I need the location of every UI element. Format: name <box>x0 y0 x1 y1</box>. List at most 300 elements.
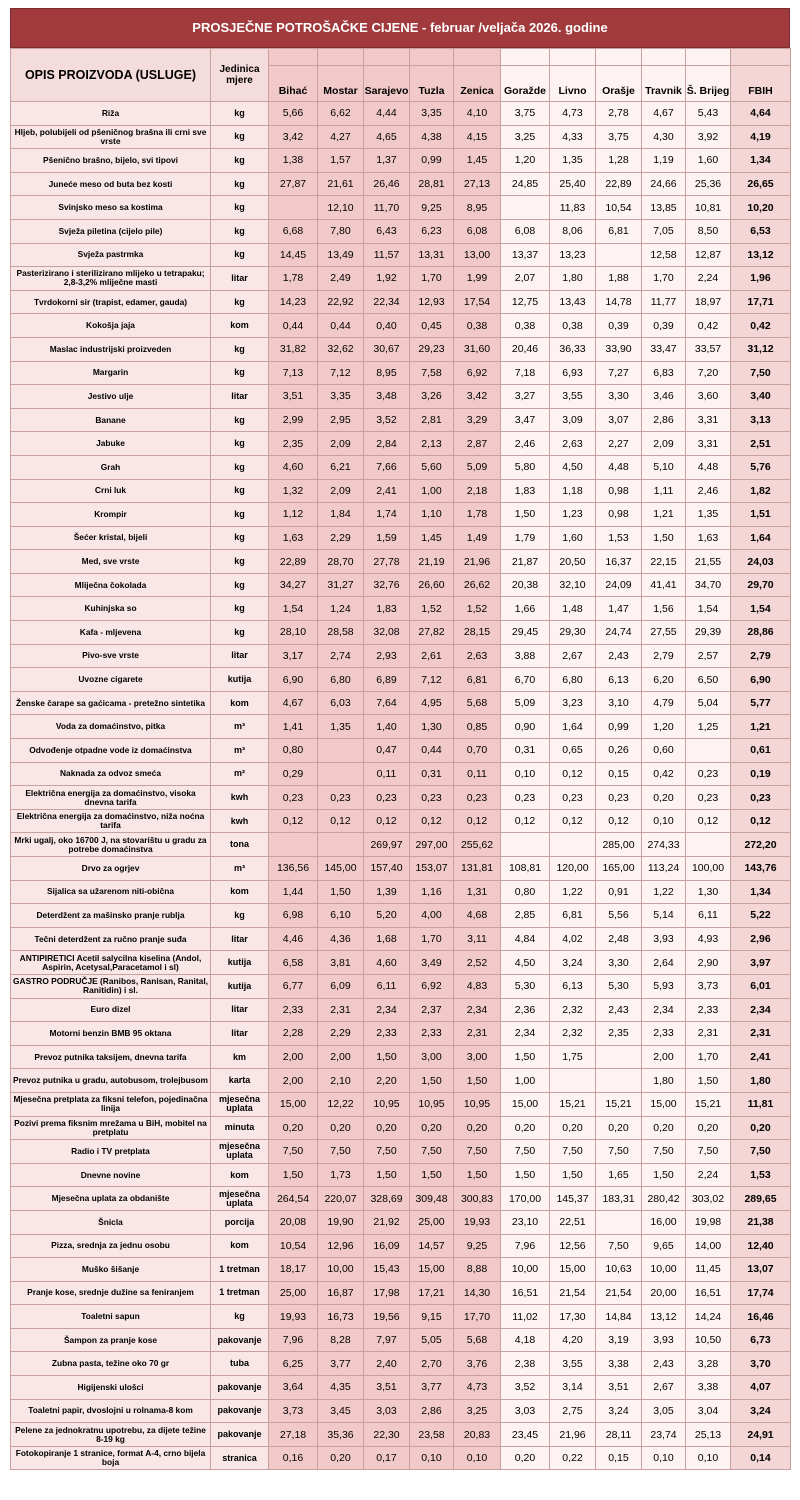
product-name: Grah <box>11 455 211 479</box>
price-cell: 23,45 <box>501 1423 550 1447</box>
product-unit: kg <box>211 526 269 550</box>
price-cell: 1,66 <box>501 597 550 621</box>
price-cell: 1,78 <box>454 503 501 527</box>
price-cell: 4,83 <box>454 974 501 998</box>
price-cell: 2,00 <box>269 1069 318 1093</box>
price-cell: 4,65 <box>364 125 410 149</box>
product-unit: karta <box>211 1069 269 1093</box>
price-cell: 1,63 <box>686 526 731 550</box>
product-name: Uvozne cigarete <box>11 668 211 692</box>
table-row <box>11 243 791 267</box>
product-unit: kwh <box>211 809 269 833</box>
price-cell: 33,90 <box>596 337 642 361</box>
price-cell: 0,42 <box>686 314 731 338</box>
price-cell: 11,02 <box>501 1305 550 1329</box>
price-cell: 4,73 <box>550 102 596 126</box>
price-cell: 6,58 <box>269 951 318 975</box>
price-cell: 3,51 <box>269 385 318 409</box>
product-name: Pranje kose, srednje dužine sa feniranjem <box>11 1281 211 1305</box>
product-unit: litar <box>211 385 269 409</box>
price-cell: 0,20 <box>642 1116 686 1140</box>
price-cell: 1,25 <box>686 715 731 739</box>
price-cell: 1,52 <box>410 597 454 621</box>
price-cell: 1,70 <box>410 267 454 291</box>
product-name: Električna energija za domaćinstvo, visoka dnevna tarifa <box>11 786 211 810</box>
price-cell: 15,00 <box>269 1092 318 1116</box>
price-cell: 4,15 <box>454 125 501 149</box>
price-cell: 7,05 <box>642 219 686 243</box>
fbih-price-cell: 1,82 <box>731 479 791 503</box>
price-cell: 1,79 <box>501 526 550 550</box>
price-cell: 22,89 <box>596 172 642 196</box>
price-cell: 3,93 <box>642 1328 686 1352</box>
table-row <box>11 361 791 385</box>
price-cell: 1,21 <box>642 503 686 527</box>
price-cell: 7,18 <box>501 361 550 385</box>
table-row <box>11 1069 791 1093</box>
product-unit: kg <box>211 503 269 527</box>
product-name: Mjesečna uplata za obdanište <box>11 1187 211 1211</box>
price-cell: 19,90 <box>318 1210 364 1234</box>
price-cell: 27,55 <box>642 621 686 645</box>
header-city: Sarajevo <box>364 66 410 102</box>
product-name: Dnevne novine <box>11 1163 211 1187</box>
price-cell: 36,33 <box>550 337 596 361</box>
price-cell: 15,21 <box>686 1092 731 1116</box>
price-cell: 5,09 <box>454 455 501 479</box>
price-cell: 7,50 <box>596 1140 642 1164</box>
price-cell: 6,68 <box>269 219 318 243</box>
price-cell: 1,47 <box>596 597 642 621</box>
price-cell: 0,10 <box>454 1446 501 1470</box>
price-cell: 10,00 <box>501 1258 550 1282</box>
price-cell: 1,54 <box>269 597 318 621</box>
price-cell: 20,08 <box>269 1210 318 1234</box>
price-cell: 25,36 <box>686 172 731 196</box>
price-cell: 6,11 <box>364 974 410 998</box>
table-row <box>11 1446 791 1470</box>
price-cell: 13,00 <box>454 243 501 267</box>
price-cell: 4,50 <box>501 951 550 975</box>
price-cell: 10,54 <box>596 196 642 220</box>
price-cell: 27,78 <box>364 550 410 574</box>
price-cell: 7,50 <box>318 1140 364 1164</box>
fbih-price-cell: 6,73 <box>731 1328 791 1352</box>
price-cell: 28,10 <box>269 621 318 645</box>
price-cell: 16,51 <box>686 1281 731 1305</box>
product-unit: 1 tretman <box>211 1281 269 1305</box>
price-cell: 3,25 <box>454 1399 501 1423</box>
price-cell: 4,44 <box>364 102 410 126</box>
price-table <box>10 48 791 1470</box>
price-cell: 17,21 <box>410 1281 454 1305</box>
price-cell: 7,64 <box>364 691 410 715</box>
price-cell: 27,18 <box>269 1423 318 1447</box>
price-cell: 3,47 <box>501 408 550 432</box>
product-unit: mjesečna uplata <box>211 1140 269 1164</box>
price-cell: 3,35 <box>410 102 454 126</box>
price-cell: 2,37 <box>410 998 454 1022</box>
price-cell: 28,15 <box>454 621 501 645</box>
table-row <box>11 455 791 479</box>
price-cell: 3,10 <box>596 691 642 715</box>
price-cell: 31,82 <box>269 337 318 361</box>
price-cell: 3,42 <box>269 125 318 149</box>
price-cell: 3,04 <box>686 1399 731 1423</box>
price-cell: 0,12 <box>596 809 642 833</box>
price-cell: 32,08 <box>364 621 410 645</box>
price-cell: 113,24 <box>642 857 686 881</box>
price-cell: 27,13 <box>454 172 501 196</box>
price-cell: 3,19 <box>596 1328 642 1352</box>
price-cell: 6,20 <box>642 668 686 692</box>
price-cell: 131,81 <box>454 857 501 881</box>
price-cell: 0,23 <box>269 786 318 810</box>
table-row <box>11 125 791 149</box>
price-cell: 4,73 <box>454 1376 501 1400</box>
price-cell: 2,29 <box>318 526 364 550</box>
price-cell: 1,64 <box>550 715 596 739</box>
price-cell: 17,54 <box>454 290 501 314</box>
price-cell: 2,85 <box>501 904 550 928</box>
product-unit: kom <box>211 314 269 338</box>
price-cell: 9,65 <box>642 1234 686 1258</box>
price-cell: 1,80 <box>550 267 596 291</box>
price-cell: 21,96 <box>550 1423 596 1447</box>
price-cell: 3,25 <box>501 125 550 149</box>
price-cell: 0,38 <box>550 314 596 338</box>
price-cell: 1,50 <box>454 1069 501 1093</box>
price-cell: 6,21 <box>318 455 364 479</box>
product-name: Šnicla <box>11 1210 211 1234</box>
price-cell: 4,48 <box>596 455 642 479</box>
price-cell <box>596 1069 642 1093</box>
product-name: Fotokopiranje 1 stranice, format A-4, crno bijela boja <box>11 1446 211 1470</box>
price-cell: 6,08 <box>501 219 550 243</box>
price-cell: 5,56 <box>596 904 642 928</box>
table-row <box>11 1328 791 1352</box>
price-cell: 3,30 <box>596 385 642 409</box>
price-cell: 9,25 <box>454 1234 501 1258</box>
price-cell: 4,36 <box>318 927 364 951</box>
price-cell: 1,39 <box>364 880 410 904</box>
table-row <box>11 219 791 243</box>
price-cell: 19,93 <box>454 1210 501 1234</box>
price-cell: 2,34 <box>454 998 501 1022</box>
price-cell: 16,73 <box>318 1305 364 1329</box>
product-unit: pakovanje <box>211 1423 269 1447</box>
price-cell: 3,42 <box>454 385 501 409</box>
price-cell: 17,30 <box>550 1305 596 1329</box>
product-unit: kwh <box>211 786 269 810</box>
price-cell: 10,95 <box>410 1092 454 1116</box>
price-cell: 1,60 <box>686 149 731 173</box>
price-cell: 26,62 <box>454 573 501 597</box>
product-name: Juneće meso od buta bez kosti <box>11 172 211 196</box>
price-cell: 7,50 <box>501 1140 550 1164</box>
price-cell: 3,75 <box>501 102 550 126</box>
header-city: Zenica <box>454 66 501 102</box>
product-unit: kg <box>211 149 269 173</box>
fbih-price-cell: 0,42 <box>731 314 791 338</box>
header-city: Mostar <box>318 66 364 102</box>
price-cell: 0,20 <box>501 1116 550 1140</box>
table-row <box>11 691 791 715</box>
price-cell: 1,45 <box>410 526 454 550</box>
fbih-price-cell: 13,12 <box>731 243 791 267</box>
product-name: Zubna pasta, težine oko 70 gr <box>11 1352 211 1376</box>
table-row <box>11 550 791 574</box>
price-cell: 4,18 <box>501 1328 550 1352</box>
price-cell: 18,97 <box>686 290 731 314</box>
table-row <box>11 833 791 857</box>
price-cell: 13,43 <box>550 290 596 314</box>
price-cell: 7,20 <box>686 361 731 385</box>
product-unit: kg <box>211 479 269 503</box>
header-city: Tuzla <box>410 66 454 102</box>
fbih-price-cell: 1,51 <box>731 503 791 527</box>
price-cell: 12,93 <box>410 290 454 314</box>
fbih-price-cell: 10,20 <box>731 196 791 220</box>
price-cell: 1,40 <box>364 715 410 739</box>
price-cell: 6,89 <box>364 668 410 692</box>
table-row <box>11 1187 791 1211</box>
price-cell: 13,37 <box>501 243 550 267</box>
price-cell: 2,43 <box>642 1352 686 1376</box>
price-cell: 0,15 <box>596 1446 642 1470</box>
price-cell: 0,31 <box>501 739 550 763</box>
price-cell: 4,48 <box>686 455 731 479</box>
product-unit: kg <box>211 196 269 220</box>
price-cell: 0,22 <box>550 1446 596 1470</box>
price-cell: 2,13 <box>410 432 454 456</box>
table-row <box>11 974 791 998</box>
price-cell: 0,80 <box>269 739 318 763</box>
price-cell: 20,50 <box>550 550 596 574</box>
price-cell: 5,60 <box>410 455 454 479</box>
price-cell: 23,74 <box>642 1423 686 1447</box>
table-row <box>11 314 791 338</box>
fbih-price-cell: 13,07 <box>731 1258 791 1282</box>
price-cell: 2,43 <box>596 644 642 668</box>
product-name: Mrki ugalj, oko 16700 J, na stovarištu u gradu za potrebe domaćinstva <box>11 833 211 857</box>
price-cell: 269,97 <box>364 833 410 857</box>
price-cell: 14,78 <box>596 290 642 314</box>
product-unit: mjesečna uplata <box>211 1187 269 1211</box>
product-unit: kg <box>211 172 269 196</box>
price-cell: 2,09 <box>318 432 364 456</box>
price-cell: 21,55 <box>686 550 731 574</box>
price-cell: 16,87 <box>318 1281 364 1305</box>
price-cell: 34,70 <box>686 573 731 597</box>
price-cell: 0,23 <box>454 786 501 810</box>
price-cell: 21,61 <box>318 172 364 196</box>
price-cell: 2,43 <box>596 998 642 1022</box>
price-cell: 4,93 <box>686 927 731 951</box>
price-cell: 41,41 <box>642 573 686 597</box>
product-unit: kg <box>211 432 269 456</box>
price-cell: 2,00 <box>269 1045 318 1069</box>
price-cell: 3,51 <box>596 1376 642 1400</box>
price-cell: 0,23 <box>686 762 731 786</box>
price-cell <box>596 1210 642 1234</box>
table-row <box>11 1045 791 1069</box>
price-cell: 2,31 <box>318 998 364 1022</box>
price-cell: 1,37 <box>364 149 410 173</box>
table-row <box>11 102 791 126</box>
price-cell: 6,08 <box>454 219 501 243</box>
price-cell: 1,50 <box>269 1163 318 1187</box>
price-cell: 2,31 <box>454 1022 501 1046</box>
price-cell: 0,12 <box>364 809 410 833</box>
price-cell: 10,00 <box>642 1258 686 1282</box>
fbih-price-cell: 7,50 <box>731 1140 791 1164</box>
table-row <box>11 1234 791 1258</box>
price-cell: 3,93 <box>642 927 686 951</box>
price-cell: 7,97 <box>364 1328 410 1352</box>
price-cell: 4,67 <box>269 691 318 715</box>
fbih-price-cell: 2,41 <box>731 1045 791 1069</box>
header-city: Travnik <box>642 66 686 102</box>
price-cell: 2,34 <box>364 998 410 1022</box>
table-row <box>11 739 791 763</box>
fbih-price-cell: 5,22 <box>731 904 791 928</box>
price-cell: 2,57 <box>686 644 731 668</box>
price-cell: 6,43 <box>364 219 410 243</box>
price-cell: 13,49 <box>318 243 364 267</box>
price-cell: 33,47 <box>642 337 686 361</box>
product-name: Šećer kristal, bijeli <box>11 526 211 550</box>
price-cell: 3,48 <box>364 385 410 409</box>
fbih-price-cell: 3,24 <box>731 1399 791 1423</box>
price-cell: 8,95 <box>454 196 501 220</box>
price-cell: 3,75 <box>596 125 642 149</box>
price-cell: 13,85 <box>642 196 686 220</box>
price-cell: 21,19 <box>410 550 454 574</box>
price-cell: 1,10 <box>410 503 454 527</box>
fbih-price-cell: 26,65 <box>731 172 791 196</box>
price-cell <box>550 1069 596 1093</box>
price-cell: 3,51 <box>364 1376 410 1400</box>
header-city: Š. Brijeg <box>686 66 731 102</box>
table-row <box>11 267 791 291</box>
price-cell: 21,54 <box>550 1281 596 1305</box>
price-cell <box>269 196 318 220</box>
price-cell: 17,98 <box>364 1281 410 1305</box>
price-cell: 0,11 <box>454 762 501 786</box>
table-row <box>11 927 791 951</box>
price-cell: 6,80 <box>550 668 596 692</box>
price-cell: 6,92 <box>410 974 454 998</box>
table-row <box>11 1281 791 1305</box>
price-cell: 1,60 <box>550 526 596 550</box>
price-cell: 29,39 <box>686 621 731 645</box>
price-cell: 5,68 <box>454 1328 501 1352</box>
product-name: Šampon za pranje kose <box>11 1328 211 1352</box>
price-cell: 264,54 <box>269 1187 318 1211</box>
price-cell: 2,33 <box>410 1022 454 1046</box>
price-cell: 1,70 <box>642 267 686 291</box>
price-cell: 28,11 <box>596 1423 642 1447</box>
price-cell: 1,22 <box>642 880 686 904</box>
price-cell: 3,55 <box>550 385 596 409</box>
price-cell: 22,51 <box>550 1210 596 1234</box>
price-cell: 15,43 <box>364 1258 410 1282</box>
price-cell: 0,16 <box>269 1446 318 1470</box>
price-cell: 3,07 <box>596 408 642 432</box>
table-row <box>11 503 791 527</box>
price-cell: 4,84 <box>501 927 550 951</box>
table-row <box>11 715 791 739</box>
price-cell: 300,83 <box>454 1187 501 1211</box>
fbih-price-cell: 12,40 <box>731 1234 791 1258</box>
price-cell: 1,75 <box>550 1045 596 1069</box>
price-cell: 7,12 <box>410 668 454 692</box>
price-cell: 2,33 <box>269 998 318 1022</box>
price-cell: 5,14 <box>642 904 686 928</box>
product-unit: km <box>211 1045 269 1069</box>
price-cell: 0,42 <box>642 762 686 786</box>
product-unit: m³ <box>211 715 269 739</box>
price-cell: 3,73 <box>269 1399 318 1423</box>
price-cell: 3,38 <box>596 1352 642 1376</box>
price-cell: 10,50 <box>686 1328 731 1352</box>
table-row <box>11 1423 791 1447</box>
price-cell <box>269 833 318 857</box>
price-cell: 5,30 <box>596 974 642 998</box>
price-cell: 285,00 <box>596 833 642 857</box>
price-cell: 1,92 <box>364 267 410 291</box>
price-cell: 21,96 <box>454 550 501 574</box>
fbih-price-cell: 1,64 <box>731 526 791 550</box>
price-cell: 1,12 <box>269 503 318 527</box>
price-cell: 4,10 <box>454 102 501 126</box>
price-cell: 6,98 <box>269 904 318 928</box>
fbih-price-cell: 3,40 <box>731 385 791 409</box>
table-row <box>11 857 791 881</box>
product-unit: kg <box>211 621 269 645</box>
price-cell: 6,90 <box>269 668 318 692</box>
product-unit: kg <box>211 550 269 574</box>
price-cell: 1,56 <box>642 597 686 621</box>
price-cell: 28,81 <box>410 172 454 196</box>
product-unit: kom <box>211 880 269 904</box>
price-cell: 4,20 <box>550 1328 596 1352</box>
price-cell: 5,04 <box>686 691 731 715</box>
price-cell: 1,11 <box>642 479 686 503</box>
price-cell: 0,91 <box>596 880 642 904</box>
price-cell: 19,93 <box>269 1305 318 1329</box>
price-cell: 0,20 <box>410 1116 454 1140</box>
price-cell: 0,12 <box>501 809 550 833</box>
price-cell: 1,70 <box>410 927 454 951</box>
price-cell: 1,35 <box>686 503 731 527</box>
price-cell: 15,21 <box>550 1092 596 1116</box>
product-name: Prevoz putnika u gradu, autobusom, trolejbusom <box>11 1069 211 1093</box>
price-cell: 2,09 <box>318 479 364 503</box>
product-unit: kom <box>211 691 269 715</box>
table-row <box>11 1022 791 1046</box>
price-cell: 4,46 <box>269 927 318 951</box>
price-cell: 3,64 <box>269 1376 318 1400</box>
product-name: Jabuke <box>11 432 211 456</box>
price-cell: 10,54 <box>269 1234 318 1258</box>
price-cell: 7,13 <box>269 361 318 385</box>
price-cell: 28,58 <box>318 621 364 645</box>
price-cell: 6,23 <box>410 219 454 243</box>
price-cell: 5,20 <box>364 904 410 928</box>
fbih-price-cell: 0,61 <box>731 739 791 763</box>
